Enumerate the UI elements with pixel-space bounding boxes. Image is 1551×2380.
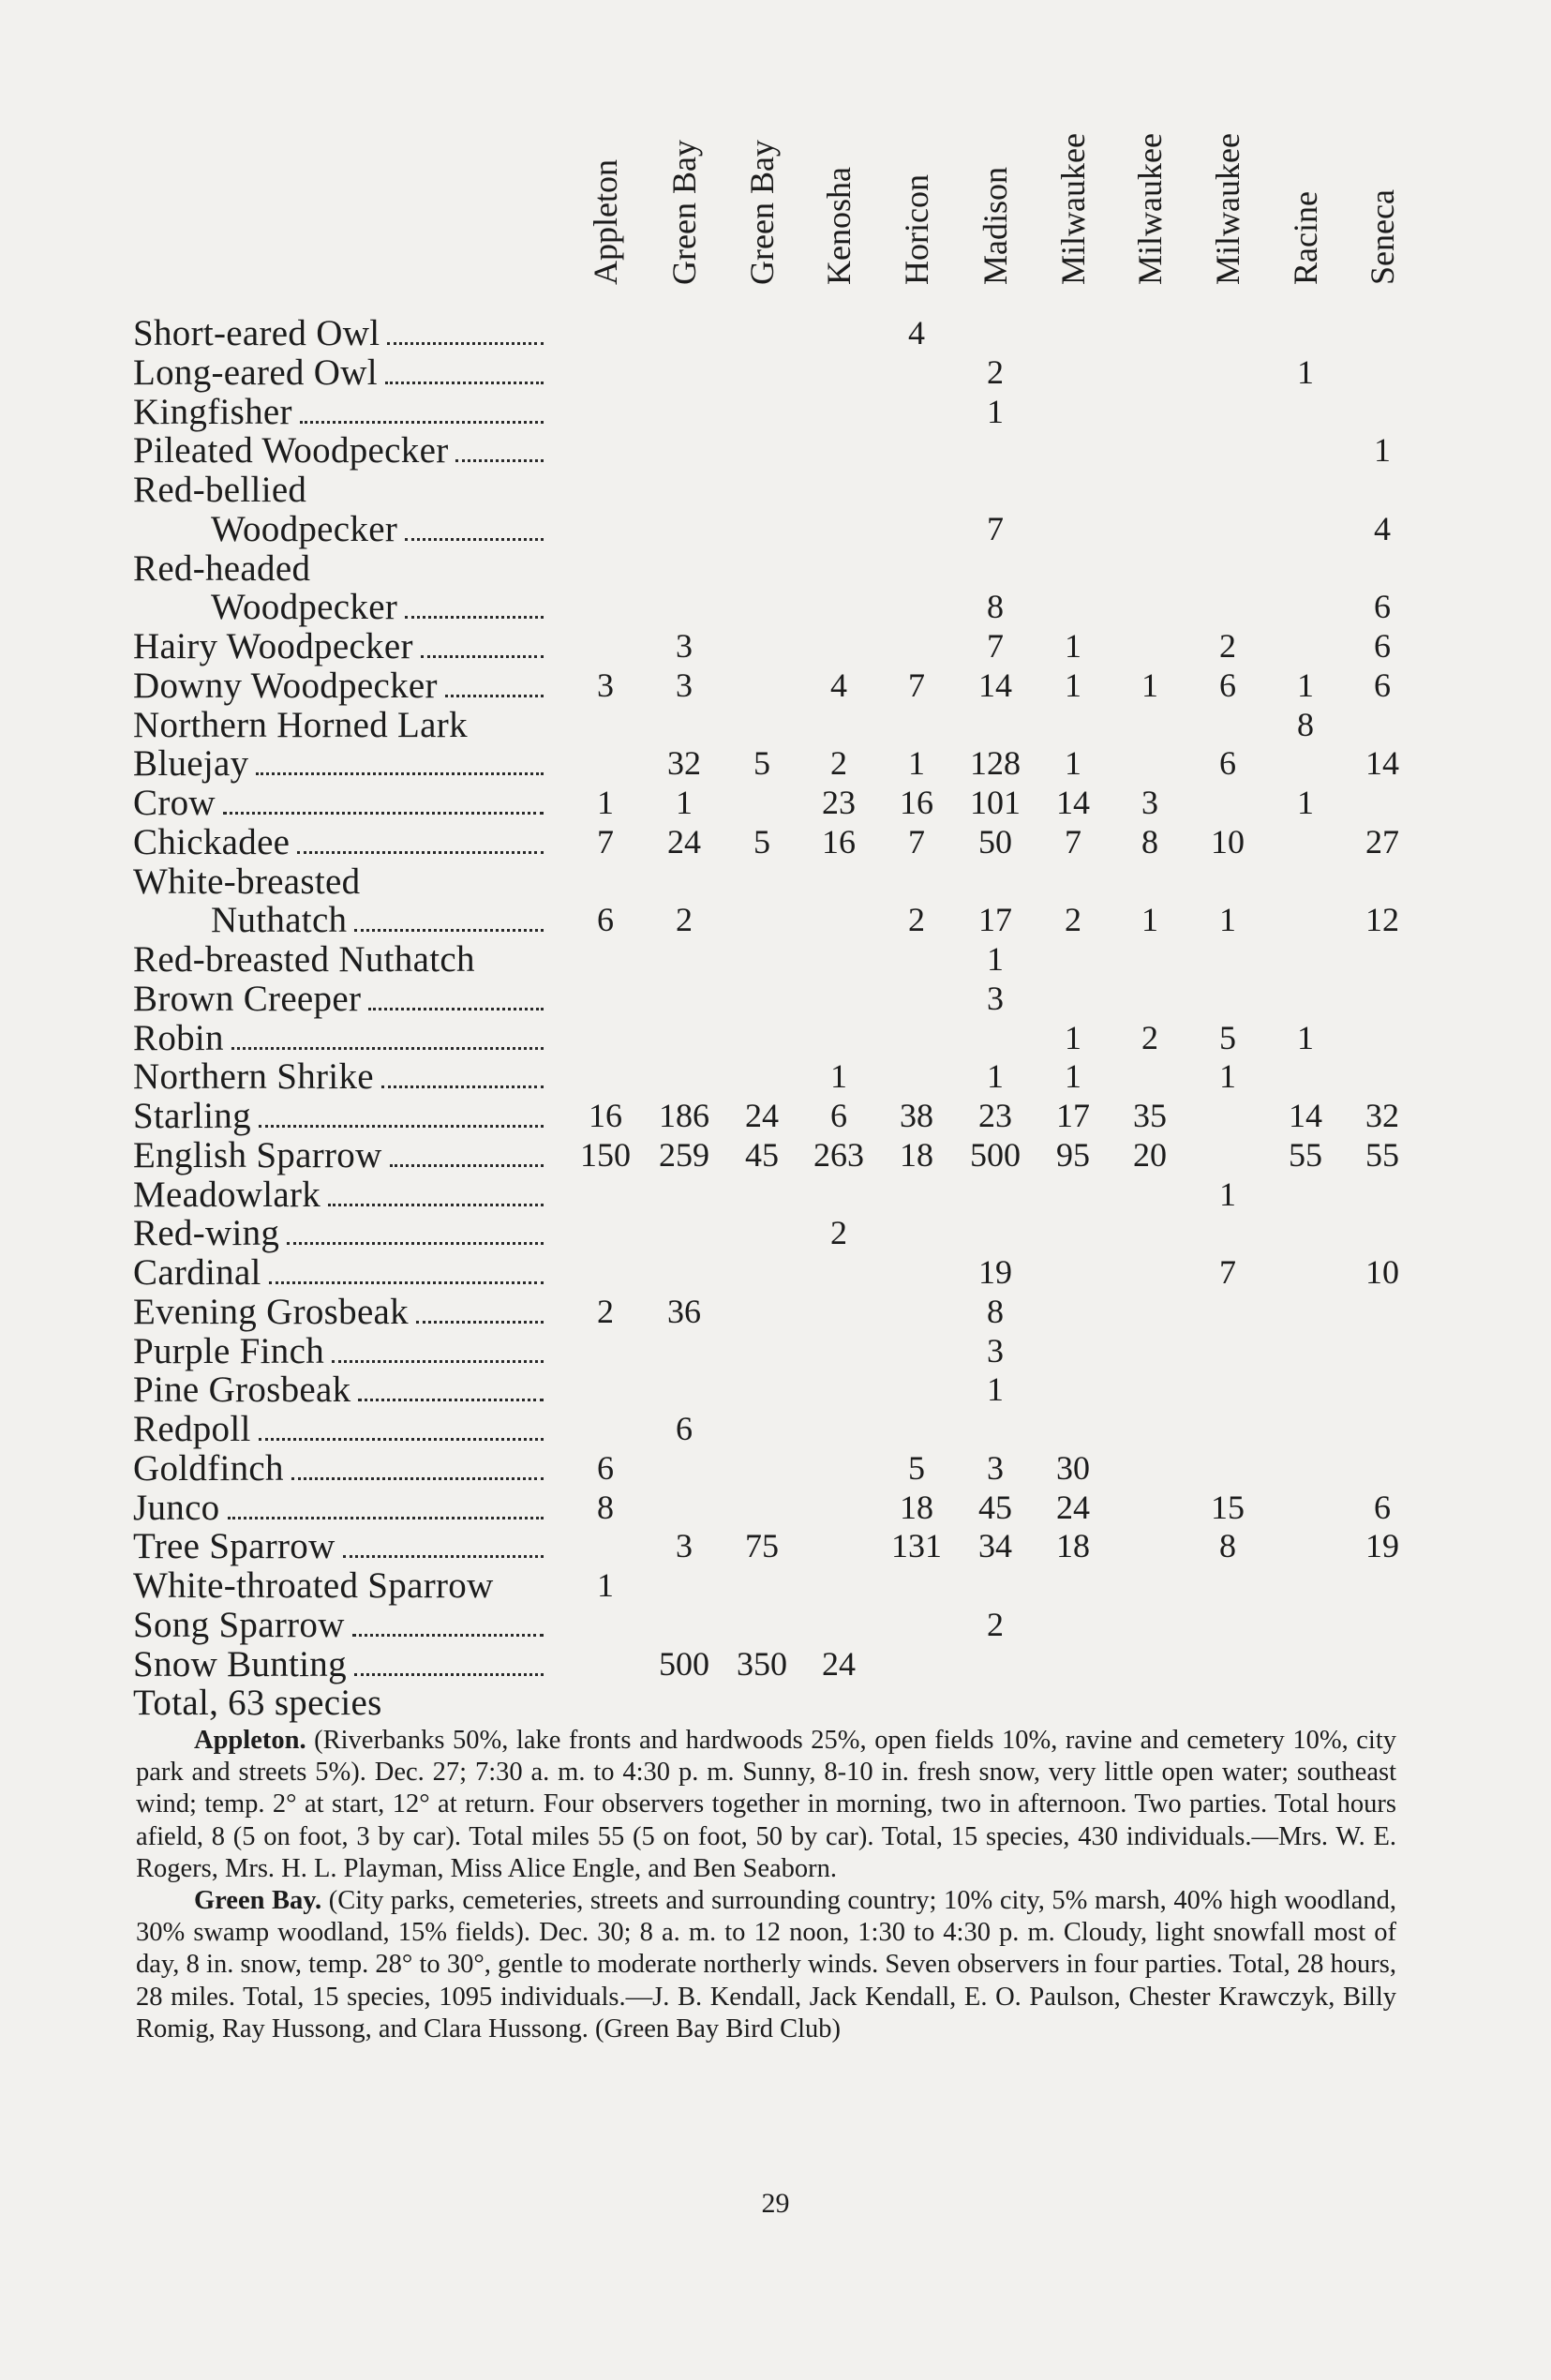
table-row	[0, 1253, 1551, 1293]
count-cell: 32	[667, 744, 701, 783]
species-name-text: Red-bellied	[133, 470, 307, 510]
species-name-text: Northern Shrike	[133, 1056, 374, 1098]
count-cell: 1	[1219, 1057, 1236, 1096]
species-name-text: Red-headed	[133, 547, 311, 589]
table-row	[0, 1332, 1551, 1371]
table-row	[0, 1293, 1551, 1332]
count-cell: 50	[978, 822, 1012, 861]
count-cell: 45	[745, 1135, 779, 1174]
table-row	[0, 1449, 1551, 1489]
column-header	[1126, 131, 1173, 319]
count-cell: 1	[1065, 666, 1081, 704]
count-cell: 8	[1297, 705, 1314, 743]
count-cell: 14	[1365, 744, 1399, 783]
species-name	[133, 1332, 544, 1371]
count-cell: 15	[1211, 1488, 1245, 1526]
species-name-text: Red-wing	[133, 1213, 280, 1254]
count-cell: 34	[978, 1527, 1012, 1565]
count-cell: 6	[1374, 666, 1391, 704]
species-name-text: Song Sparrow	[133, 1604, 345, 1645]
column-header	[1359, 131, 1406, 319]
count-cell: 5	[753, 744, 770, 783]
count-cell: 8	[1141, 822, 1158, 861]
column-header	[738, 131, 785, 319]
count-cell: 35	[1133, 1097, 1167, 1134]
species-name-text: Junco	[133, 1487, 220, 1528]
table-row	[0, 1684, 1551, 1723]
count-cell: 3	[676, 1527, 693, 1565]
species-name-text: White-throated Sparrow	[133, 1565, 494, 1606]
count-cell: 45	[978, 1488, 1012, 1526]
count-cell: 8	[597, 1488, 614, 1526]
count-cell: 350	[737, 1644, 787, 1683]
species-name	[133, 706, 544, 745]
count-cell: 16	[900, 784, 933, 821]
count-cell: 30	[1056, 1448, 1090, 1487]
count-cell: 19	[978, 1253, 1012, 1291]
table-row	[0, 1136, 1551, 1175]
count-cell: 3	[676, 627, 693, 665]
species-name	[133, 431, 544, 471]
count-cell: 1	[908, 744, 925, 783]
species-name	[133, 1057, 544, 1097]
species-name-text: White-breasted	[133, 861, 361, 902]
species-name	[133, 1370, 544, 1410]
column-header-label: Milwaukee	[1131, 133, 1169, 285]
species-name	[133, 1566, 544, 1606]
species-name	[133, 1527, 544, 1566]
count-cell: 1	[1297, 784, 1314, 821]
species-name-text: Cardinal	[133, 1252, 261, 1293]
table-row	[0, 784, 1551, 823]
species-name-text: Tree Sparrow	[133, 1526, 336, 1567]
count-cell: 7	[908, 666, 925, 704]
count-cell: 259	[659, 1135, 709, 1174]
table-row	[0, 1019, 1551, 1058]
count-cell: 101	[970, 784, 1021, 821]
column-header	[661, 131, 708, 319]
count-cell: 6	[1374, 588, 1391, 626]
column-header	[1050, 131, 1096, 319]
count-cell: 7	[1219, 1253, 1236, 1291]
count-cell: 23	[822, 784, 856, 821]
count-cell: 24	[822, 1644, 856, 1683]
species-name	[211, 588, 544, 627]
count-cell: 2	[1219, 627, 1236, 665]
note-appleton	[136, 1725, 1396, 1885]
count-cell: 24	[745, 1097, 779, 1134]
column-header	[582, 131, 629, 319]
species-name	[133, 1253, 544, 1293]
page-number: 29	[761, 2188, 790, 2219]
species-name	[133, 1489, 544, 1528]
species-name	[133, 353, 544, 393]
count-cell: 8	[987, 588, 1004, 626]
species-name	[133, 1645, 544, 1684]
species-name	[133, 1136, 544, 1175]
species-name-text: Robin	[133, 1017, 224, 1058]
table-row	[0, 1097, 1551, 1136]
table-row	[0, 744, 1551, 784]
count-cell: 1	[1141, 666, 1158, 704]
table-row	[0, 1175, 1551, 1215]
column-header	[972, 131, 1019, 319]
count-cell: 263	[813, 1135, 864, 1174]
species-name	[133, 1606, 544, 1645]
species-name	[133, 823, 544, 862]
species-name-text: Bluejay	[133, 743, 249, 785]
table-row	[0, 510, 1551, 549]
species-name	[133, 1410, 544, 1449]
count-cell: 500	[659, 1644, 709, 1683]
table-row	[0, 1370, 1551, 1410]
count-cell: 1	[987, 392, 1004, 430]
species-name	[133, 980, 544, 1019]
species-name	[133, 627, 544, 666]
species-name-text: Chickadee	[133, 821, 291, 862]
count-cell: 23	[978, 1097, 1012, 1134]
count-cell: 1	[987, 1370, 1004, 1409]
count-cell: 24	[667, 822, 701, 861]
column-header	[893, 131, 940, 319]
count-cell: 17	[1056, 1097, 1090, 1134]
count-cell: 3	[987, 979, 1004, 1017]
count-cell: 16	[822, 822, 856, 861]
count-cell: 5	[908, 1448, 925, 1487]
table-row	[0, 940, 1551, 980]
count-cell: 5	[753, 822, 770, 861]
count-cell: 5	[1219, 1018, 1236, 1056]
count-cell: 2	[830, 744, 847, 783]
note-text: (City parks, cemeteries, streets and surrounding country; 10% city, 5% marsh, 40% high woodland, 30% swamp woodland, 15% fields). Dec. 30; 8 a. m. to 12 noon, 1:30 to 4:30 p. m. Cloudy, light snowfall most of day, 8 in. snow, temp. 28° to 30°, gentle to moderate northerly winds. Seven observers in four parties. Total, 28 hours, 28 miles. Total, 15 species, 1095 individuals.—J. B. Kendall, Jack Kendall, E. O. Paulson, Chester Krawczyk, Billy Romig, Ray Hussong, and Clara Hussong. (Green Bay Bird Club)	[136, 1886, 1397, 2043]
species-name-text: Goldfinch	[133, 1447, 284, 1489]
count-cell: 500	[970, 1135, 1021, 1174]
count-cell: 2	[908, 901, 925, 939]
table-row	[0, 1566, 1551, 1606]
column-header-label: Horicon	[898, 174, 935, 285]
species-name	[133, 314, 544, 353]
species-name	[133, 784, 544, 823]
species-name	[133, 1293, 544, 1332]
count-cell: 14	[1056, 784, 1090, 821]
species-name-text: Nuthatch	[211, 900, 348, 941]
count-cell: 36	[667, 1292, 701, 1330]
count-cell: 1	[597, 784, 614, 821]
species-name-text: Evening Grosbeak	[133, 1291, 409, 1332]
table-row	[0, 1527, 1551, 1566]
species-name	[133, 666, 544, 706]
species-name-text: Kingfisher	[133, 391, 292, 432]
species-name	[133, 393, 544, 432]
bird-count-table	[0, 314, 1551, 1723]
column-header-label: Seneca	[1364, 189, 1401, 285]
count-cell: 3	[1141, 784, 1158, 821]
species-name-text: Purple Finch	[133, 1330, 325, 1371]
species-name	[133, 1097, 544, 1136]
count-cell: 16	[589, 1097, 622, 1134]
count-cell: 3	[987, 1448, 1004, 1487]
count-cell: 18	[1056, 1527, 1090, 1565]
count-cell: 4	[1374, 509, 1391, 547]
count-cell: 38	[900, 1097, 933, 1134]
species-name	[133, 549, 544, 589]
table-row	[0, 706, 1551, 745]
species-name	[133, 1214, 544, 1253]
species-name-text: Snow Bunting	[133, 1643, 347, 1684]
table-row	[0, 823, 1551, 862]
table-row	[0, 431, 1551, 471]
count-cell: 2	[597, 1292, 614, 1330]
count-cell: 7	[908, 822, 925, 861]
table-row	[0, 862, 1551, 902]
count-cell: 7	[1065, 822, 1081, 861]
count-cell: 6	[1374, 1488, 1391, 1526]
species-name	[133, 1449, 544, 1489]
table-row	[0, 1214, 1551, 1253]
count-cell: 1	[597, 1566, 614, 1604]
table-row	[0, 627, 1551, 666]
count-cell: 2	[987, 1605, 1004, 1643]
count-cell: 32	[1365, 1097, 1399, 1134]
species-name-text: Northern Horned Lark	[133, 704, 468, 745]
count-cell: 1	[1065, 1018, 1081, 1056]
count-cell: 19	[1365, 1527, 1399, 1565]
count-cell: 128	[970, 744, 1021, 783]
count-cell: 14	[978, 666, 1012, 704]
count-cell: 4	[908, 314, 925, 352]
species-name-text: English Sparrow	[133, 1134, 382, 1175]
species-name-text: Pileated Woodpecker	[133, 430, 449, 472]
table-row	[0, 1057, 1551, 1097]
count-cell: 27	[1365, 822, 1399, 861]
count-cell: 17	[978, 901, 1012, 939]
species-name-text: Downy Woodpecker	[133, 665, 438, 706]
column-header-label: Madison	[977, 167, 1014, 285]
count-cell: 1	[1065, 744, 1081, 783]
count-cell: 12	[1365, 901, 1399, 939]
count-cell: 1	[1219, 901, 1236, 939]
count-cell: 14	[1289, 1097, 1322, 1134]
note-place: Appleton.	[194, 1726, 306, 1755]
count-cell: 6	[1219, 666, 1236, 704]
table-row	[0, 980, 1551, 1019]
count-cell: 6	[830, 1097, 847, 1134]
count-cell: 1	[1065, 627, 1081, 665]
column-header-label: Kenosha	[820, 167, 858, 285]
count-cell: 1	[830, 1057, 847, 1096]
count-cell: 131	[891, 1527, 942, 1565]
count-cell: 1	[1065, 1057, 1081, 1096]
column-header	[1204, 131, 1251, 319]
note-text: (Riverbanks 50%, lake fronts and hardwoods 25%, open fields 10%, ravine and cemetery 10%, city park and streets 5%). Dec. 27; 7:30 a. m. to 4:30 p. m. Sunny, 8-10 in. fresh snow, very little open water; southeast wind; temp. 2° at start, 12° at return. Four observers together in morning, two in afternoon. Two parties. Total hours afield, 8 (5 on foot, 3 by car). Total miles 55 (5 on foot, 50 by car). Total, 15 species, 430 individuals.—Mrs. W. E. Rogers, Mrs. H. L. Playman, Miss Alice Engle, and Ben Seaborn.	[136, 1726, 1397, 1883]
table-row	[0, 901, 1551, 940]
table-row	[0, 353, 1551, 393]
count-cell: 2	[830, 1214, 847, 1252]
note-place: Green Bay.	[194, 1886, 322, 1916]
column-header-label: Milwaukee	[1209, 133, 1246, 285]
column-header-label: Appleton	[587, 159, 624, 285]
count-cell: 1	[1374, 431, 1391, 470]
count-cell: 10	[1211, 822, 1245, 861]
count-cell: 18	[900, 1488, 933, 1526]
table-row	[0, 1410, 1551, 1449]
table-row	[0, 393, 1551, 432]
count-cell: 6	[597, 1448, 614, 1487]
count-cell: 150	[580, 1135, 631, 1174]
count-cell: 6	[676, 1410, 693, 1447]
species-name	[133, 1175, 544, 1215]
count-cell: 8	[987, 1292, 1004, 1330]
species-name-text: Long-eared Owl	[133, 352, 378, 393]
count-cell: 6	[597, 901, 614, 939]
count-cell: 1	[1297, 352, 1314, 391]
column-header-label: Green Bay	[743, 140, 781, 285]
count-cell: 3	[676, 666, 693, 704]
species-name	[133, 940, 544, 980]
count-cell: 2	[987, 352, 1004, 391]
count-cell: 1	[1297, 1018, 1314, 1056]
table-row	[0, 588, 1551, 627]
species-name-text: Total, 63 species	[133, 1683, 382, 1724]
count-cell: 20	[1133, 1135, 1167, 1174]
table-row	[0, 314, 1551, 353]
column-header-label: Milwaukee	[1054, 133, 1092, 285]
column-header	[815, 131, 862, 319]
count-cell: 186	[659, 1097, 709, 1134]
count-cell: 8	[1219, 1527, 1236, 1565]
count-cell: 95	[1056, 1135, 1090, 1174]
species-name-text: Redpoll	[133, 1409, 251, 1449]
species-name-text: Red-breasted Nuthatch	[133, 939, 475, 980]
species-name	[211, 510, 544, 549]
species-name-text: Meadowlark	[133, 1174, 321, 1215]
species-name	[133, 471, 544, 510]
count-cell: 6	[1374, 627, 1391, 665]
table-row	[0, 549, 1551, 589]
species-name-text: Hairy Woodpecker	[133, 626, 413, 666]
species-name	[133, 862, 544, 902]
column-header	[1282, 131, 1329, 319]
count-cell: 18	[900, 1135, 933, 1174]
column-header-label: Racine	[1287, 191, 1324, 285]
count-cell: 7	[987, 627, 1004, 665]
count-cell: 7	[987, 509, 1004, 547]
species-name-text: Starling	[133, 1096, 251, 1136]
table-row	[0, 1606, 1551, 1645]
species-name	[133, 744, 544, 784]
count-cell: 1	[1297, 666, 1314, 704]
species-name	[133, 1684, 544, 1723]
count-cell: 3	[597, 666, 614, 704]
count-cell: 6	[1219, 744, 1236, 783]
count-cell: 7	[597, 822, 614, 861]
count-cell: 2	[676, 901, 693, 939]
species-name-text: Brown Creeper	[133, 978, 362, 1019]
count-cell: 4	[830, 666, 847, 704]
count-cell: 1	[987, 1057, 1004, 1096]
species-name-text: Woodpecker	[211, 587, 398, 628]
count-cell: 1	[987, 940, 1004, 978]
note-green-bay	[136, 1885, 1396, 2045]
count-cell: 1	[1219, 1175, 1236, 1213]
species-name-text: Short-eared Owl	[133, 313, 380, 353]
count-cell: 2	[1065, 901, 1081, 939]
column-header-label: Green Bay	[665, 140, 703, 285]
count-cell: 3	[987, 1331, 1004, 1370]
count-notes	[136, 1725, 1396, 2045]
count-cell: 55	[1365, 1135, 1399, 1174]
species-name-text: Crow	[133, 783, 216, 823]
table-row	[0, 666, 1551, 706]
table-row	[0, 1645, 1551, 1684]
species-name-text: Pine Grosbeak	[133, 1370, 351, 1411]
count-cell: 1	[676, 784, 693, 821]
count-cell: 75	[745, 1527, 779, 1565]
table-row	[0, 471, 1551, 510]
species-name-text: Woodpecker	[211, 508, 398, 549]
species-name	[211, 901, 544, 940]
table-row	[0, 1489, 1551, 1528]
count-cell: 24	[1056, 1488, 1090, 1526]
count-cell: 1	[1141, 901, 1158, 939]
count-cell: 10	[1365, 1253, 1399, 1291]
species-name	[133, 1019, 544, 1058]
count-cell: 2	[1141, 1018, 1158, 1056]
count-cell: 55	[1289, 1135, 1322, 1174]
